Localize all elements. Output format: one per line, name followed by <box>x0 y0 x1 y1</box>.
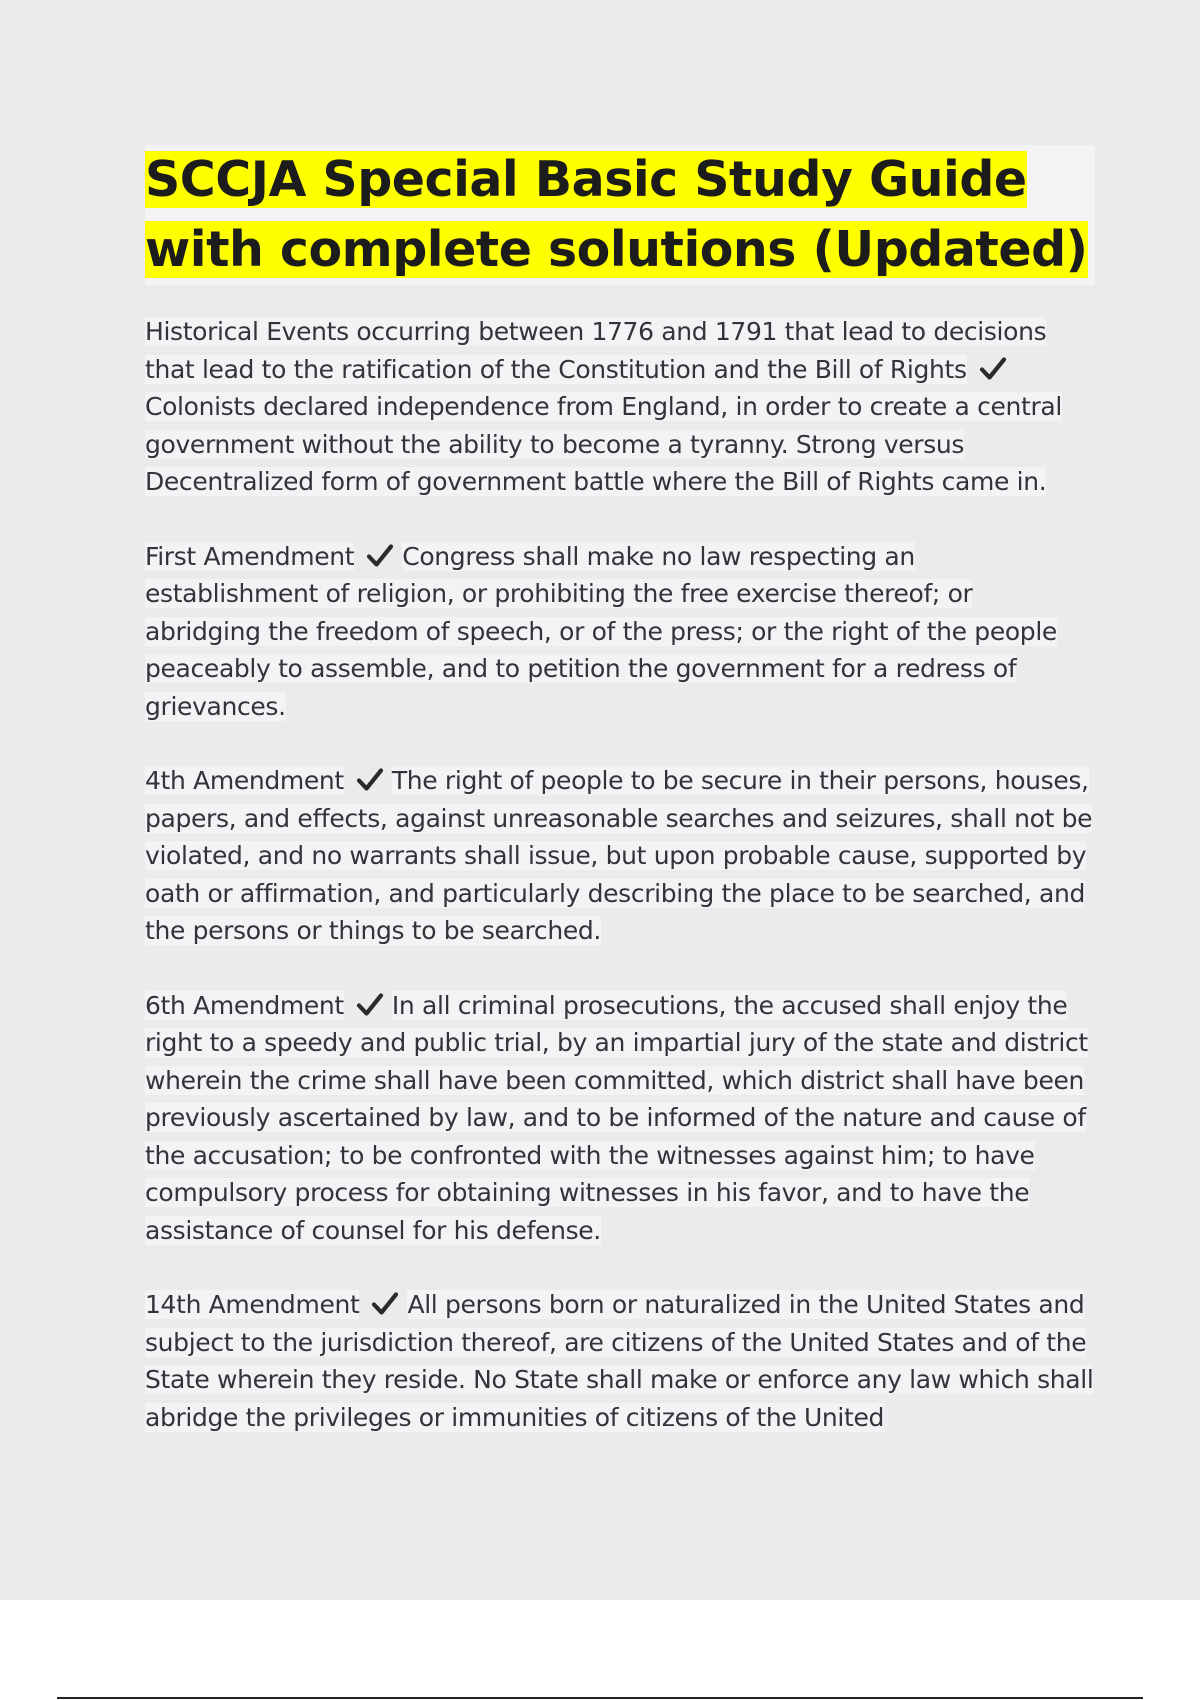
entry-answer: Congress shall make no law respecting an establishment of religion, or prohibiting the free exercise thereof; or abridging the freedom of speech, or of the press; or the right of the people peaceably to assemble, and to petition the government for a redress of grievances. <box>145 541 1057 721</box>
checkmark-icon <box>979 356 1007 382</box>
entry-answer: In all criminal prosecutions, the accused shall enjoy the right to a speedy and public trial, by an impartial jury of the state and district wherein the crime shall have been committed, which district shall have been previously ascertained by law, and to be informed of the nature and cause of the accusation; to be confronted with the witnesses against him; to have compulsory process for obtaining witnesses in his favor, and to have the assistance of counsel for his defense. <box>145 990 1088 1245</box>
entry-term: 4th Amendment <box>145 766 344 795</box>
checkmark-icon <box>356 992 384 1018</box>
title-block <box>145 145 1095 285</box>
entry-term: 14th Amendment <box>145 1290 360 1319</box>
checkmark-icon <box>356 767 384 793</box>
checkmark-icon <box>366 543 394 569</box>
document-title <box>145 145 1095 285</box>
entry-term: 6th Amendment <box>145 990 344 1020</box>
entry-answer: All persons born or naturalized in the United States and subject to the jurisdiction thereof, are citizens of the United States and of the State wherein they reside. No State shall make or enforce any law which shall abridge the privileges or immunities of citizens of the United <box>145 1290 1094 1432</box>
title-highlight: SCCJA Special Basic Study Guide with complete solutions (Updated) <box>145 151 1088 278</box>
document-content <box>145 145 1095 1473</box>
footer-divider <box>57 1697 1143 1699</box>
entry-answer: Colonists declared independence from England, in order to create a central government without the ability to become a tyranny. Strong versus Decentralized form of government battle where the Bill of Rights came in. <box>145 392 1062 496</box>
entry-term: Historical Events occurring between 1776 and 1791 that lead to decisions that lead to the ratification of the Constitution and the Bill of Rights <box>145 317 1047 384</box>
checkmark-icon <box>371 1291 399 1317</box>
qa-entry-6th-amendment <box>145 987 1095 1250</box>
qa-entry-4th-amendment <box>145 762 1095 950</box>
qa-entry-first-amendment <box>145 538 1095 726</box>
qa-entry-historical-events <box>145 313 1095 501</box>
entry-answer: The right of people to be secure in their persons, houses, papers, and effects, against unreasonable searches and seizures, shall not be violated, and no warrants shall issue, but upon probable cause, supported by oath or affirmation, and particularly describing the place to be searched, and the persons or things to be searched. <box>145 766 1093 945</box>
entry-term: First Amendment <box>145 541 355 571</box>
qa-entry-14th-amendment <box>145 1286 1095 1436</box>
